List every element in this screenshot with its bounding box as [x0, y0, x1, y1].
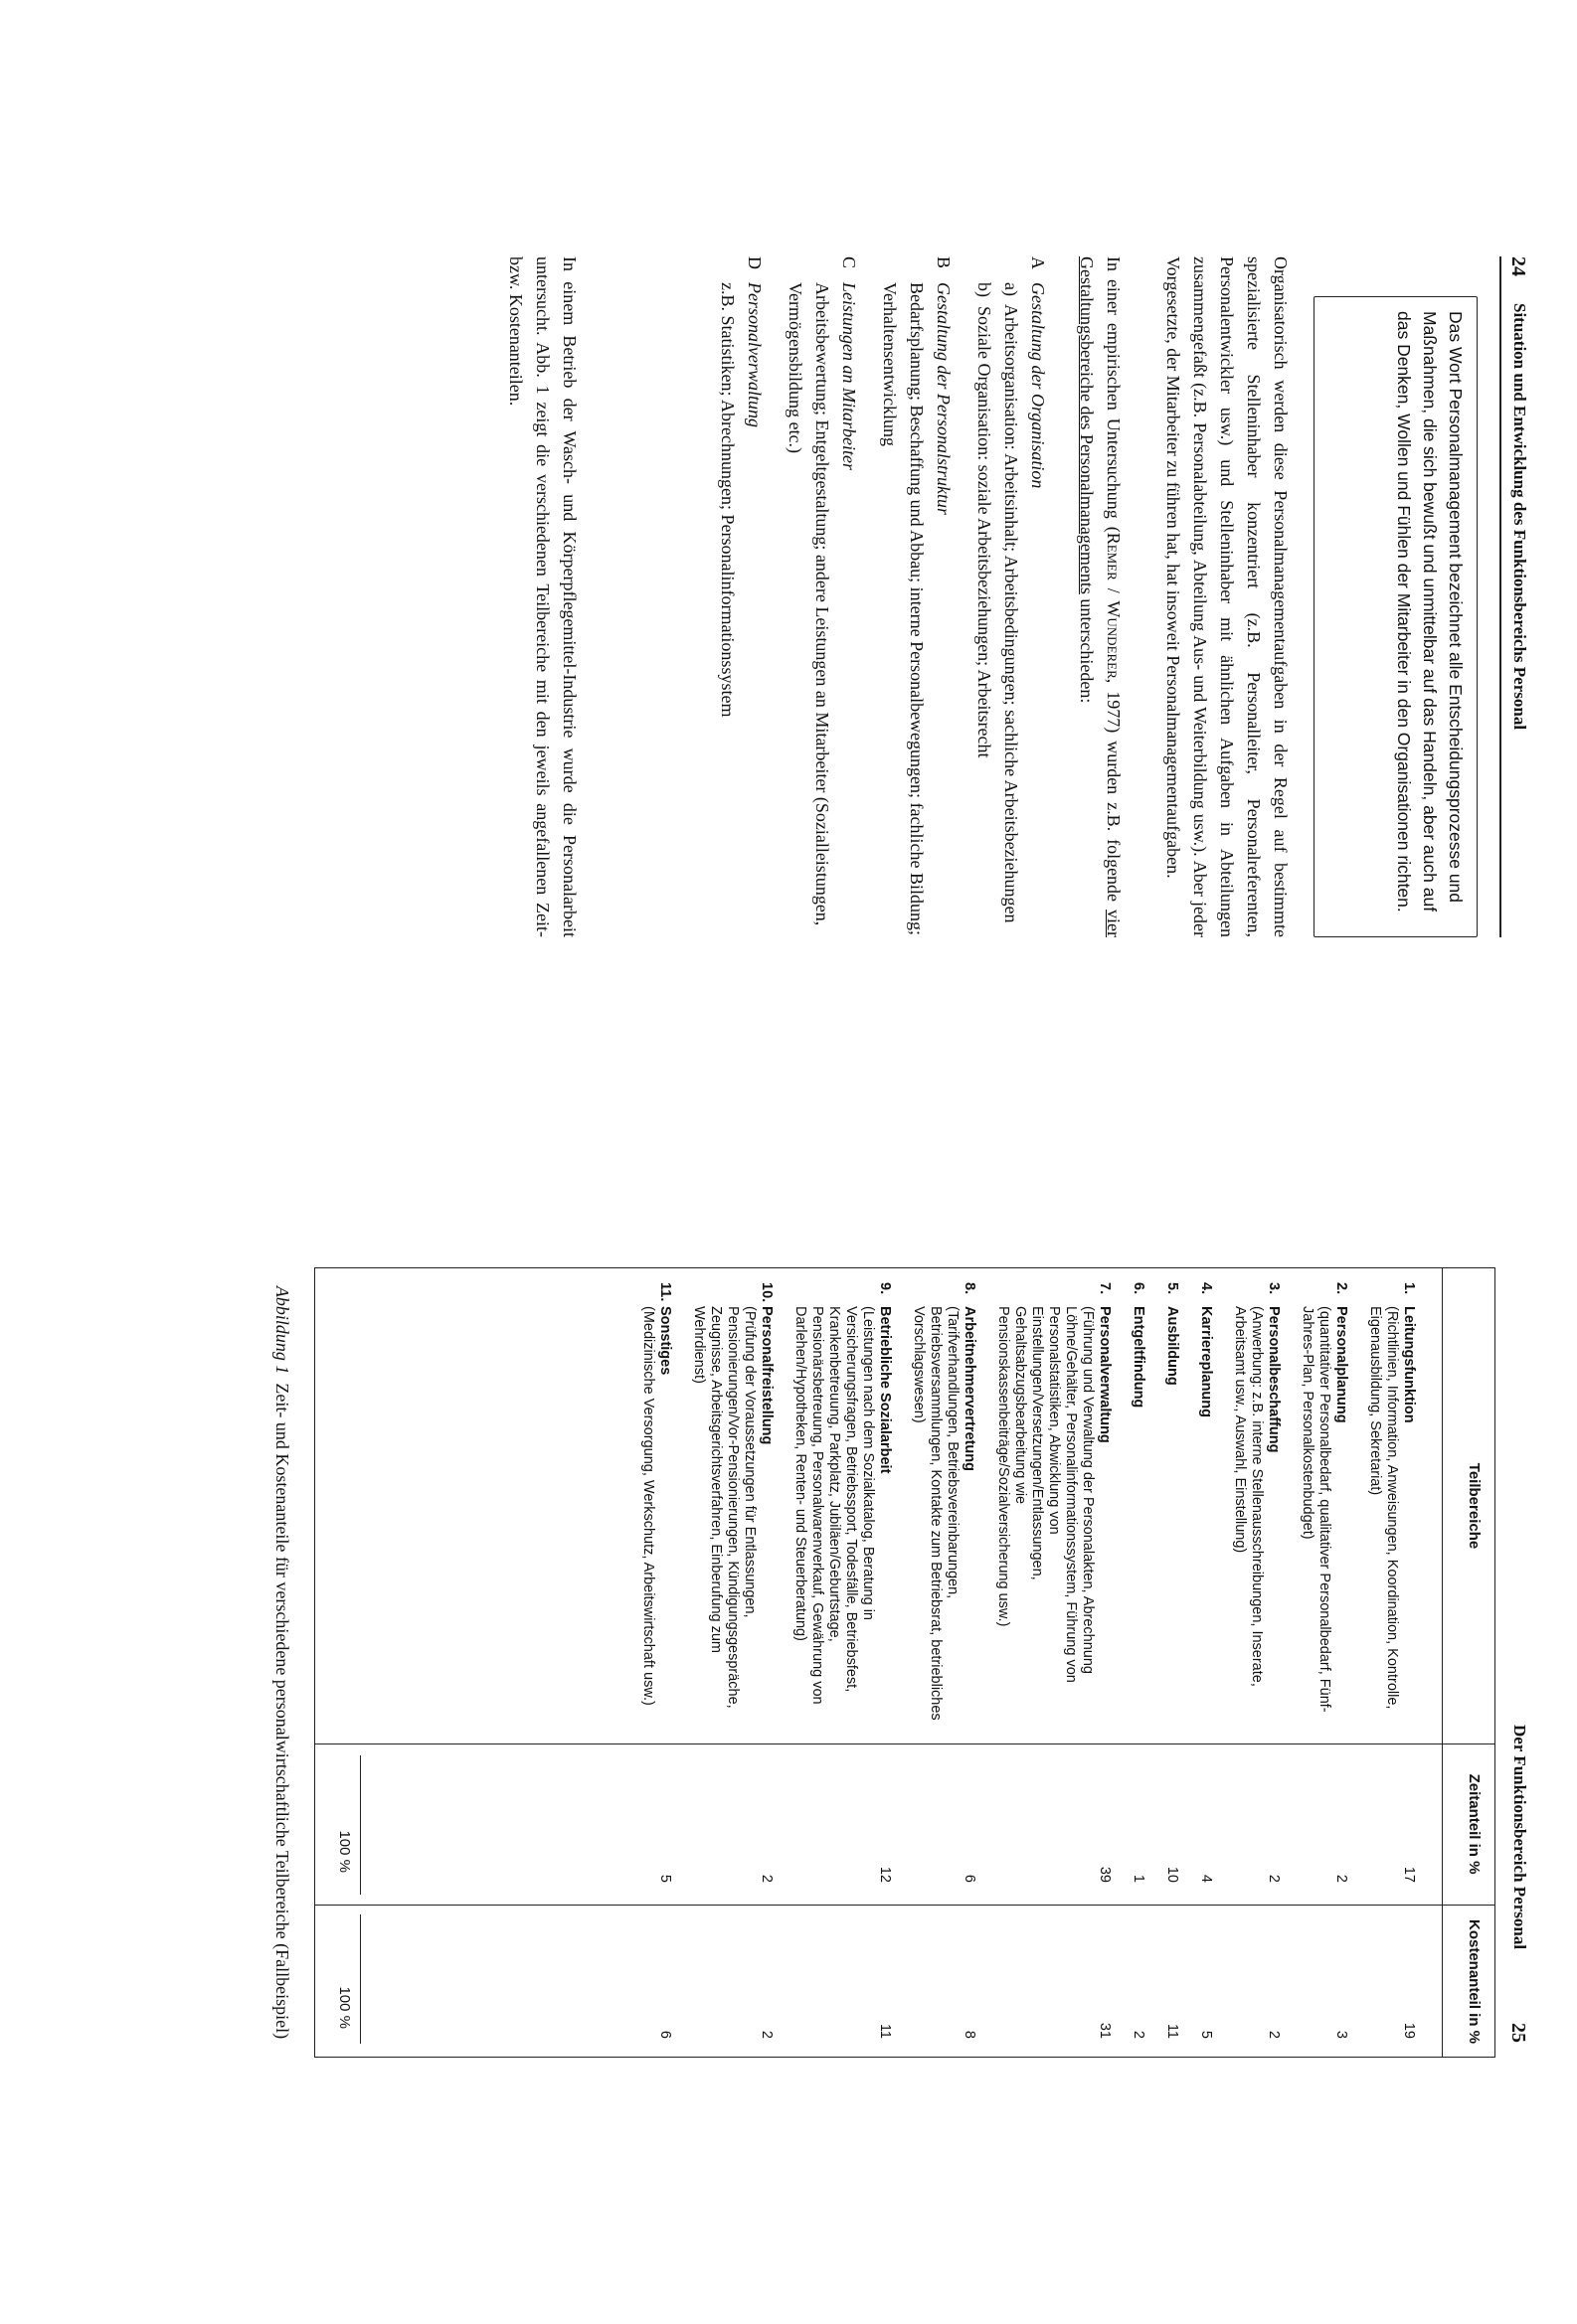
row-text [1197, 1306, 1214, 1729]
row-detail: (Anwerbung: z.B. interne Stellenausschreibungen, Inserate, Arbeitsamt usw., Auswahl, Einstellung) [1232, 1306, 1265, 1687]
sub-text: Arbeitsorganisation: Arbeitsinhalt; Arbeitsbedingungen; sachliche Arbeitsbeziehungen [1001, 304, 1021, 923]
row-text [910, 1306, 977, 1729]
row-time-share: 17 [1401, 1866, 1417, 1883]
area-letter: D [745, 256, 765, 269]
cost-time-table [314, 1267, 1495, 2058]
row-time-share: 2 [1333, 1874, 1349, 1883]
row-cost-share: 5 [1198, 2030, 1214, 2039]
row-cost-share: 2 [1266, 2030, 1282, 2039]
area-c-body: Arbeitsbewertung; Entgeltgestaltung; andere Leistungen an Mitarbeiter (Sozialleistungen, Vermögensbildung etc.) [786, 282, 832, 926]
table-rows [635, 1268, 1437, 2059]
caption-text: Zeit- und Kostenanteile für verschiedene personalwirtschaftliche Teilbereiche (Fallbeispiel) [272, 1383, 292, 2040]
area-b-body: Bedarfsplanung; Beschaffung und Abbau; interne Personalbewegungen; fachliche Bildung; Verhaltensentwicklung [880, 282, 927, 935]
table-row [1163, 1268, 1180, 2059]
row-title: Karriereplanung [1198, 1306, 1214, 1417]
area-letter: A [1028, 256, 1048, 269]
sub-label: a) [1001, 282, 1021, 296]
area-a-sub-item [997, 256, 1024, 937]
row-cost-share: 19 [1401, 2022, 1417, 2039]
area-d-body: z.B. Statistiken; Abrechnungen; Personalinformationssystem [718, 282, 738, 718]
sub-text: Soziale Organisation: soziale Arbeitsbeziehungen; Arbeitsrecht [974, 306, 994, 758]
row-time-share: 4 [1198, 1874, 1214, 1883]
row-number: 6. [1131, 1282, 1146, 1295]
row-text [639, 1306, 673, 1729]
row-number: 10. [759, 1282, 775, 1303]
row-detail: (Medizinische Versorgung, Werkschutz, Arbeitswirtschaft usw.) [640, 1306, 656, 1706]
design-areas-list [714, 256, 1057, 937]
row-time-share: 12 [877, 1866, 893, 1883]
row-number: 1. [1401, 1282, 1417, 1295]
row-detail: (Richtlinien, Information, Anweisungen, Koordination, Kontrolle, Eigenausbildung, Sekretariat) [1367, 1306, 1400, 1710]
row-number: 7. [1097, 1282, 1113, 1295]
total-time: 100 % [336, 1830, 353, 1873]
area-letter: B [934, 256, 954, 269]
row-title: Personalverwaltung [1097, 1306, 1113, 1443]
paragraph-study-mid: , 1977) wurden z.B. folgende [1104, 678, 1124, 911]
row-number: 11. [657, 1282, 673, 1302]
row-number: 3. [1266, 1282, 1282, 1295]
row-cost-share: 8 [962, 2030, 977, 2039]
table-row [1130, 1268, 1146, 2059]
row-title: Personalplanung [1333, 1306, 1349, 1423]
underlined-phrase: vier Gestaltungsbereiche des Personalmanagements [1077, 256, 1124, 937]
row-text [1231, 1306, 1282, 1729]
row-title: Personalfreistellung [759, 1306, 775, 1445]
row-cost-share: 2 [759, 2030, 775, 2039]
table-row [1197, 1268, 1214, 2059]
table-row [910, 1268, 977, 2059]
definition-box [1314, 296, 1478, 937]
area-letter: C [839, 256, 859, 269]
row-title: Personalbeschaffung [1266, 1306, 1282, 1453]
row-text [1366, 1306, 1417, 1729]
sum-rule [360, 1755, 361, 1895]
row-text [994, 1306, 1113, 1729]
row-time-share: 2 [1266, 1874, 1282, 1883]
table-row [639, 1268, 673, 2059]
header-zeitanteil: Zeitanteil in % [1466, 1773, 1483, 1875]
row-number: 8. [962, 1282, 977, 1295]
page-number-left: 24 [1507, 256, 1529, 276]
row-detail: (Führung und Verwaltung der Personalakten, Abrechnung Löhne/Gehälter, Personalinformationssystem, Führung von Personalstatistiken, Abwicklung von Einstellungen/Versetzungen/Entlassungen, Gehaltsabzugsbearbeitung wie Pensionskassenbeiträge/Sozialversicherung usw.) [995, 1306, 1096, 1683]
row-cost-share: 6 [657, 2030, 673, 2039]
row-number: 5. [1164, 1282, 1180, 1295]
area-title: Leistungen an Mitarbeiter [839, 282, 859, 470]
row-number: 9. [877, 1282, 893, 1295]
paragraph-study-start: In einer empirischen Untersuchung ( [1104, 256, 1124, 533]
row-cost-share: 11 [877, 2023, 893, 2039]
sub-label: b) [974, 282, 994, 297]
row-time-share: 39 [1097, 1866, 1113, 1883]
caption-label: Abbildung 1 [272, 1285, 292, 1375]
row-title: Betriebliche Sozialarbeit [877, 1306, 893, 1474]
area-c-heading [835, 256, 862, 937]
paragraph-organisation: Organisatorisch werden diese Personalmanagementaufgaben in der Regel auf bestimmte spezialisierte Stelleninhaber konzentriert (z.B. Personalleiter, Personalreferenten, Personalentwickler usw.) und Stelleninhaber mit ähnlichen Aufgaben in Abteilungen zusammengefaßt (z.B. Personalabteilung, Abteilung Aus- und Weiterbildung usw.). Aber jeder Vorgesetzte, der Mitarbeiter zu führen hat, hat insoweit Personalmanagementaufgaben. [1163, 256, 1291, 937]
area-b-heading [930, 256, 957, 937]
running-head-right: Der Funktionsbereich Personal [1510, 1725, 1529, 1950]
row-text [1299, 1306, 1349, 1729]
row-detail: (quantitativer Personalbedarf, qualitativer Personalbedarf, Fünf-Jahres-Plan, Personalkostenbudget) [1300, 1306, 1332, 1713]
row-title: Leitungsfunktion [1401, 1306, 1417, 1423]
area-a-sub-item [970, 256, 997, 937]
row-detail: (Tarifverhandlungen, Betriebsvereinbarungen, Betriebsversammlungen, Kontakte zum Betriebsrat, betriebliches Vorschlagswesen) [911, 1306, 961, 1721]
row-text [791, 1306, 893, 1729]
area-title: Personalverwaltung [745, 282, 765, 427]
header-rule-left [1499, 256, 1501, 937]
row-time-share: 1 [1131, 1874, 1146, 1883]
header-teilbereiche: Teilbereiche [1466, 1462, 1483, 1550]
table-row [690, 1268, 775, 2059]
row-cost-share: 11 [1164, 2023, 1180, 2039]
paragraph-study-end: unterschieden: [1077, 593, 1097, 704]
row-title: Sonstiges [657, 1306, 673, 1376]
row-time-share: 6 [962, 1874, 977, 1883]
row-detail: (Prüfung der Voraussetzungen für Entlassungen, Pensionierungen/Vor-Pensionierungen, Kündigungsgespräche, Zeugnisse, Arbeitsgerichtsverfahren, Einberufung zum Wehrdienst) [691, 1306, 758, 1709]
area-d-heading [741, 256, 768, 937]
row-number: 2. [1333, 1282, 1349, 1295]
table-row [1299, 1268, 1349, 2059]
row-title: Entgeltfindung [1131, 1306, 1146, 1409]
citation-authors: Remer / Wunderer [1104, 532, 1124, 679]
row-cost-share: 31 [1097, 2022, 1113, 2039]
figure-caption [269, 1267, 294, 2058]
paragraph-case-study: In einem Betrieb der Wasch- und Körperpflegemittel-Industrie wurde die Personalarbeit untersucht. Abb. 1 zeigt die verschiedenen Teilbereiche mit den jeweils angefallenen Zeit- bzw. Kostenanteilen. [506, 256, 580, 937]
row-text [1130, 1306, 1146, 1729]
row-time-share: 2 [759, 1874, 775, 1883]
sum-rule [360, 1914, 361, 2044]
area-title: Gestaltung der Organisation [1028, 282, 1048, 489]
header-rule [1442, 1268, 1443, 2057]
row-time-share: 5 [657, 1874, 673, 1883]
area-title: Gestaltung der Personalstruktur [934, 282, 954, 515]
table-row [994, 1268, 1113, 2059]
row-title: Arbeitnehmervertretung [962, 1306, 977, 1471]
total-cost: 100 % [336, 1986, 353, 2029]
definition-text: Das Wort Personalmanagement bezeichnet alle Entscheidungsprozesse und Maßnahmen, die sich bewußt und unmittelbar auf das Handeln, aber auch auf das Denken, Wollen und Fühlen der Mitarbeiter in den Organisationen richten. [1394, 311, 1466, 913]
row-title: Ausbildung [1164, 1306, 1180, 1386]
paragraph-study [1073, 256, 1127, 937]
row-cost-share: 2 [1131, 2030, 1146, 2039]
row-time-share: 10 [1164, 1866, 1180, 1883]
row-text [690, 1306, 775, 1729]
row-text [1163, 1306, 1180, 1729]
row-cost-share: 3 [1333, 2030, 1349, 2039]
area-a-heading [1024, 256, 1051, 937]
running-head-left: Situation und Entwicklung des Funktionsbereichs Personal [1510, 303, 1529, 731]
row-detail: (Leistungen nach dem Sozialkatalog, Beratung in Versicherungsfragen, Betriebssport, Todesfälle, Betriebsfest, Krankenbetreuung, Parkplatz, Jubiläen/Geburtstage, Pensionärsbetreuung, Personalwarenverkauf, Gewährung von Darlehen/Hypotheken, Renten- und Steuerberatung) [792, 1306, 876, 1705]
table-row [1231, 1268, 1282, 2059]
page-number-right: 25 [1507, 2023, 1529, 2043]
row-number: 4. [1198, 1282, 1214, 1295]
table-row [1366, 1268, 1417, 2059]
table-row [791, 1268, 893, 2059]
header-kostenanteil: Kostenanteil in % [1466, 1918, 1483, 2045]
